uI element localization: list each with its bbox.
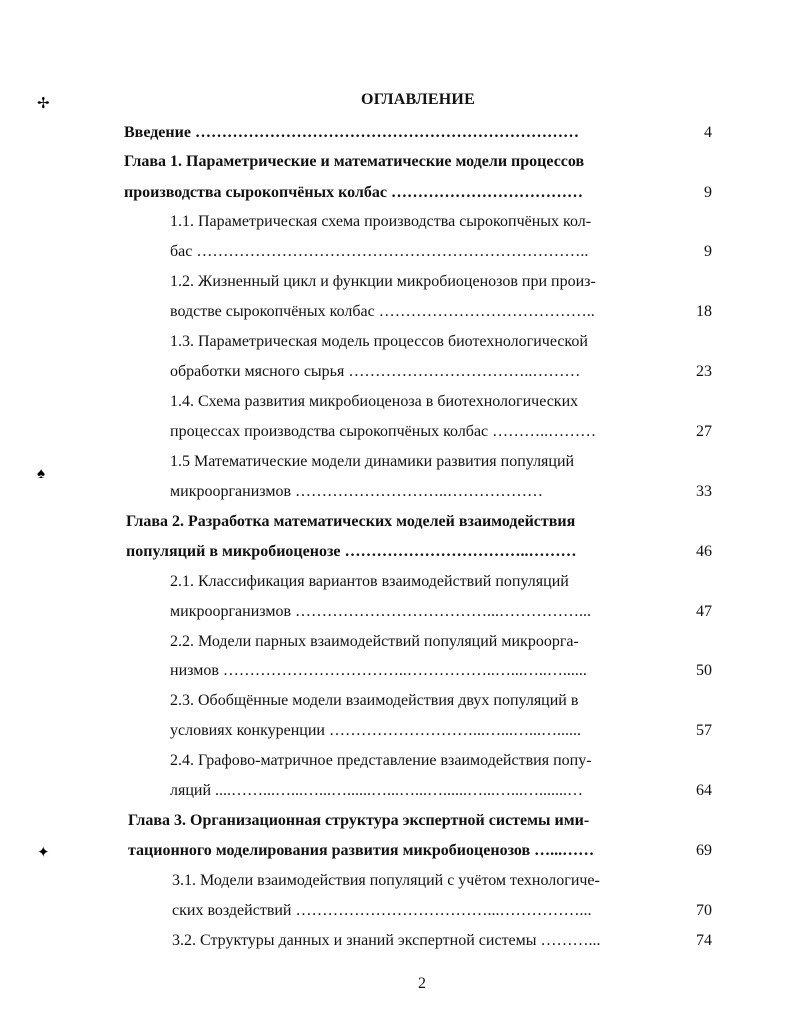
toc-section-1-1-line-2[interactable]: бас ……………………………………………………………….. (170, 243, 589, 260)
toc-section-1-1-line-1[interactable]: 1.1. Параметрическая схема производства сырокопчёных кол- (170, 213, 592, 230)
toc-section-1-2-line-2[interactable]: водстве сырокопчёных колбас ………………………………….. (170, 303, 595, 320)
toc-section-2-2-line-1[interactable]: 2.2. Модели парных взаимодействий популяций микроорга- (170, 633, 579, 650)
toc-section-1-5-page: 33 (696, 483, 712, 500)
toc-section-2-2-page: 50 (696, 662, 712, 679)
toc-section-1-2-page: 18 (696, 303, 712, 320)
toc-chapter-2-line-1[interactable]: Глава 2. Разработка математических моделей взаимодействия (126, 513, 576, 530)
toc-section-1-3-page: 23 (696, 363, 712, 380)
toc-section-3-1-page: 70 (696, 902, 712, 919)
toc-section-1-1-page: 9 (704, 243, 712, 260)
toc-section-2-4-line-1[interactable]: 2.4. Графово-матричное представление взаимодействия попу- (170, 752, 592, 769)
toc-section-2-1-line-2[interactable]: микроорганизмов ………………………………...……………... (170, 603, 592, 620)
toc-section-1-4-line-2[interactable]: процессах производства сырокопчёных колбас ………..……… (170, 423, 597, 440)
toc-chapter-3-page: 69 (696, 842, 712, 859)
toc-chapter-2-page: 46 (696, 543, 712, 560)
toc-chapter-1-line-2[interactable]: производства сырокопчёных колбас ……………………………… (124, 184, 583, 201)
toc-chapter-3-line-2[interactable]: тационного моделирования развития микробиоценозов …...…… (128, 842, 595, 859)
toc-section-2-1-line-1[interactable]: 2.1. Классификация вариантов взаимодействий популяций (170, 573, 569, 590)
scan-artifact-icon: ♠ (37, 466, 45, 482)
page-number: 2 (418, 975, 426, 992)
toc-heading: ОГЛАВЛЕНИЕ (361, 91, 475, 108)
toc-chapter-1-line-1[interactable]: Глава 1. Параметрические и математические модели процессов (124, 153, 585, 170)
toc-section-3-2-page: 74 (696, 932, 712, 949)
toc-section-1-2-line-1[interactable]: 1.2. Жизненный цикл и функции микробиоценозов при произ- (170, 273, 596, 290)
toc-chapter-2-line-2[interactable]: популяций в микробиоценозе ……………………………..……… (126, 543, 577, 560)
toc-section-1-5-line-2[interactable]: микроорганизмов ………………………..……………… (170, 483, 544, 500)
toc-section-2-4-line-2[interactable]: ляций ....……...…...…...…......…...…...…......…...…...….......… (170, 782, 584, 799)
toc-section-2-3-line-1[interactable]: 2.3. Обобщённые модели взаимодействия двух популяций в (170, 692, 579, 709)
scan-artifact-icon: ✢ (37, 96, 50, 112)
toc-section-2-2-line-2[interactable]: низмов ……………………………..……………..…...…..…...... (170, 662, 587, 679)
toc-section-3-2-line-1[interactable]: 3.2. Структуры данных и знаний экспертной системы ………... (172, 932, 601, 949)
toc-section-2-3-page: 57 (696, 722, 712, 739)
toc-section-1-5-line-1[interactable]: 1.5 Математические модели динамики развития популяций (170, 453, 575, 470)
toc-section-1-4-page: 27 (696, 423, 712, 440)
toc-entry-intro-line-1[interactable]: Введение ……………………………………………………………… (124, 124, 579, 141)
toc-section-1-3-line-2[interactable]: обработки мясного сырья ……………………………..……… (170, 363, 581, 380)
toc-entry-intro-page: 4 (704, 124, 712, 141)
toc-section-2-4-page: 64 (696, 782, 712, 799)
toc-section-3-1-line-1[interactable]: 3.1. Модели взаимодействия популяций с учётом технологиче- (172, 872, 600, 889)
toc-section-2-3-line-2[interactable]: условиях конкуренции ………………………...…...…...…...... (170, 722, 581, 739)
toc-chapter-3-line-1[interactable]: Глава 3. Организационная структура экспертной системы ими- (128, 812, 590, 829)
toc-chapter-1-page: 9 (704, 184, 712, 201)
toc-section-1-3-line-1[interactable]: 1.3. Параметрическая модель процессов биотехнологической (170, 333, 588, 350)
toc-section-2-1-page: 47 (696, 603, 712, 620)
scan-artifact-icon: ✦ (37, 845, 50, 861)
toc-section-1-4-line-1[interactable]: 1.4. Схема развития микробиоценоза в биотехнологических (170, 393, 579, 410)
toc-section-3-1-line-2[interactable]: ских воздействий ………………………………...……………... (172, 902, 592, 919)
